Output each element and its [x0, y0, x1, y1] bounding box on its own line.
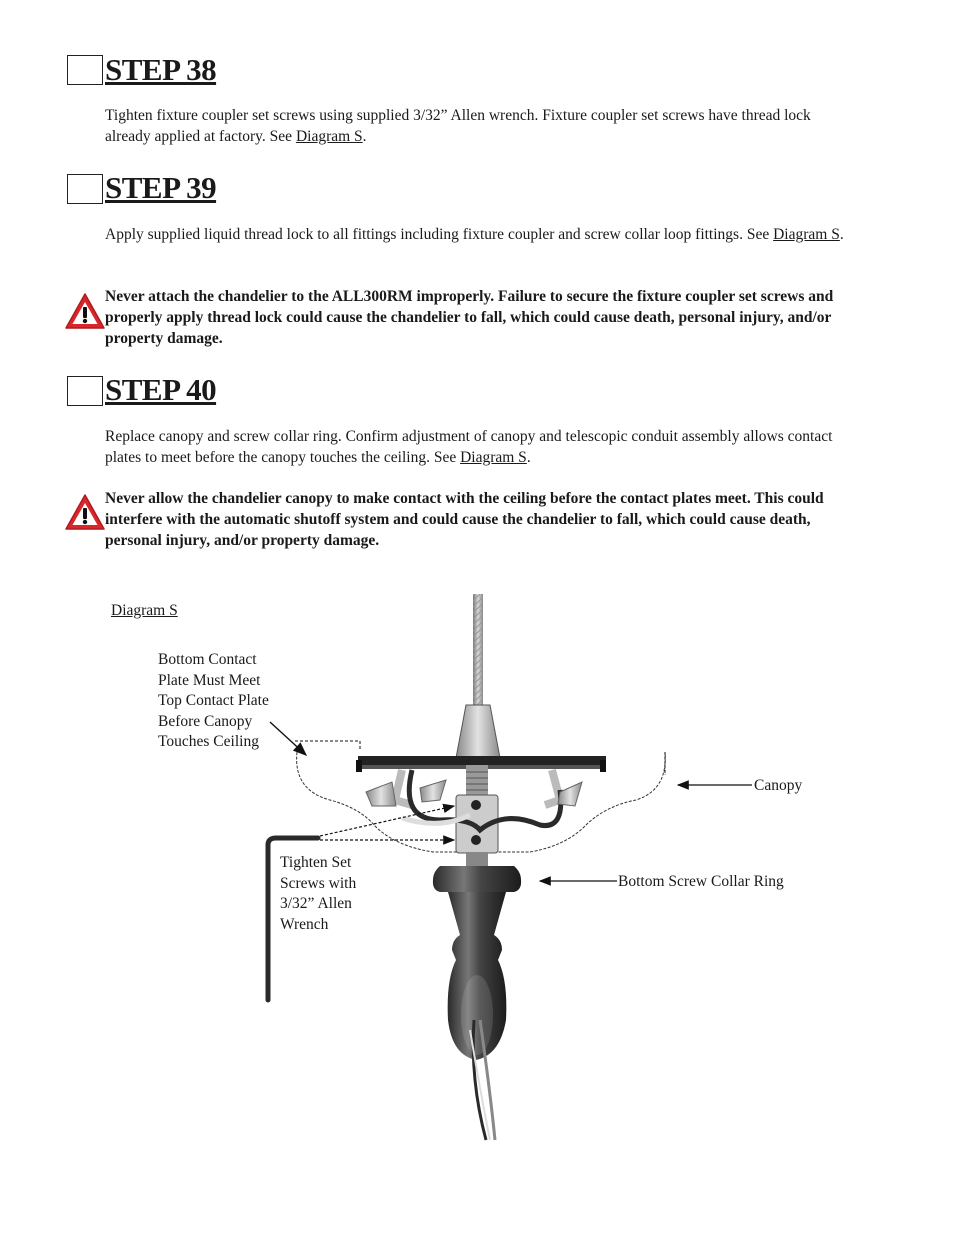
label-line: Touches Ceiling	[158, 733, 259, 750]
screw-collar-body	[433, 852, 521, 1060]
step-39-title: STEP 39	[105, 170, 217, 205]
step-40-text-body: Replace canopy and screw collar ring. Confirm adjustment of canopy and telescopic conduit assembly allows contact plates to meet before the canopy touches the ceiling. See	[105, 428, 833, 466]
step-39-text-end: .	[839, 226, 844, 243]
label-line: Before Canopy	[158, 712, 253, 730]
wire-nut-icon	[420, 780, 446, 802]
diagram-s-link[interactable]: Diagram S	[295, 128, 363, 145]
label-line: Tighten Set	[280, 854, 352, 871]
step-38-text-end: .	[362, 128, 367, 145]
diagram-s-link[interactable]: Diagram S	[773, 226, 840, 243]
label-line: Bottom Contact	[158, 651, 257, 668]
step-38-text-body: Tighten fixture coupler set screws using supplied 3/32” Allen wrench. Fixture coupler set screws have thread lock already applied at factory. See	[105, 107, 811, 145]
label-canopy: Canopy	[754, 777, 803, 794]
label-line: 3/32” Allen	[280, 895, 352, 912]
support-cable	[473, 594, 483, 706]
diagram-s-link[interactable]: Diagram S	[460, 449, 527, 466]
step-38-title: STEP 38	[105, 52, 217, 87]
step-38-checkbox[interactable]	[67, 55, 103, 85]
step-39-warning: Never attach the chandelier to the ALL300RM improperly. Failure to secure the fixture coupler set screws and properly apply thread lock could cause the chandelier to fall, which could cause death, personal injury, and/or property damage.	[105, 288, 834, 347]
label-line: Top Contact Plate	[158, 692, 269, 709]
step-40-text	[105, 426, 850, 468]
label-line: Plate Must Meet	[158, 671, 261, 689]
warning-triangle-icon	[64, 493, 106, 531]
cable-grip-cone	[456, 705, 500, 758]
diagram-s-illustration	[0, 580, 954, 1180]
wire-nut-icon	[366, 782, 396, 806]
warning-triangle-icon	[64, 292, 106, 330]
label-line: Wrench	[280, 915, 329, 933]
step-39-text	[105, 224, 850, 245]
label-line: Screws with	[280, 874, 357, 892]
step-40-checkbox[interactable]	[67, 376, 103, 406]
step-38-text	[105, 105, 850, 147]
wire-nut-icon	[558, 782, 582, 806]
step-40-warning: Never allow the chandelier canopy to make contact with the ceiling before the contact plates meet. This could interfere with the automatic shutoff system and could cause the chandelier to fall, which could cause death, personal injury, and/or property damage.	[105, 490, 824, 549]
step-39-checkbox[interactable]	[67, 174, 103, 204]
step-40-title: STEP 40	[105, 372, 217, 407]
step-40-text-end: .	[526, 449, 531, 466]
step-39-text-body: Apply supplied liquid thread lock to all fittings including fixture coupler and screw collar loop fittings. See	[105, 226, 774, 243]
allen-wrench-icon	[268, 838, 318, 1000]
diagram-title: Diagram S	[111, 602, 178, 619]
label-collar-ring: Bottom Screw Collar Ring	[618, 873, 784, 890]
